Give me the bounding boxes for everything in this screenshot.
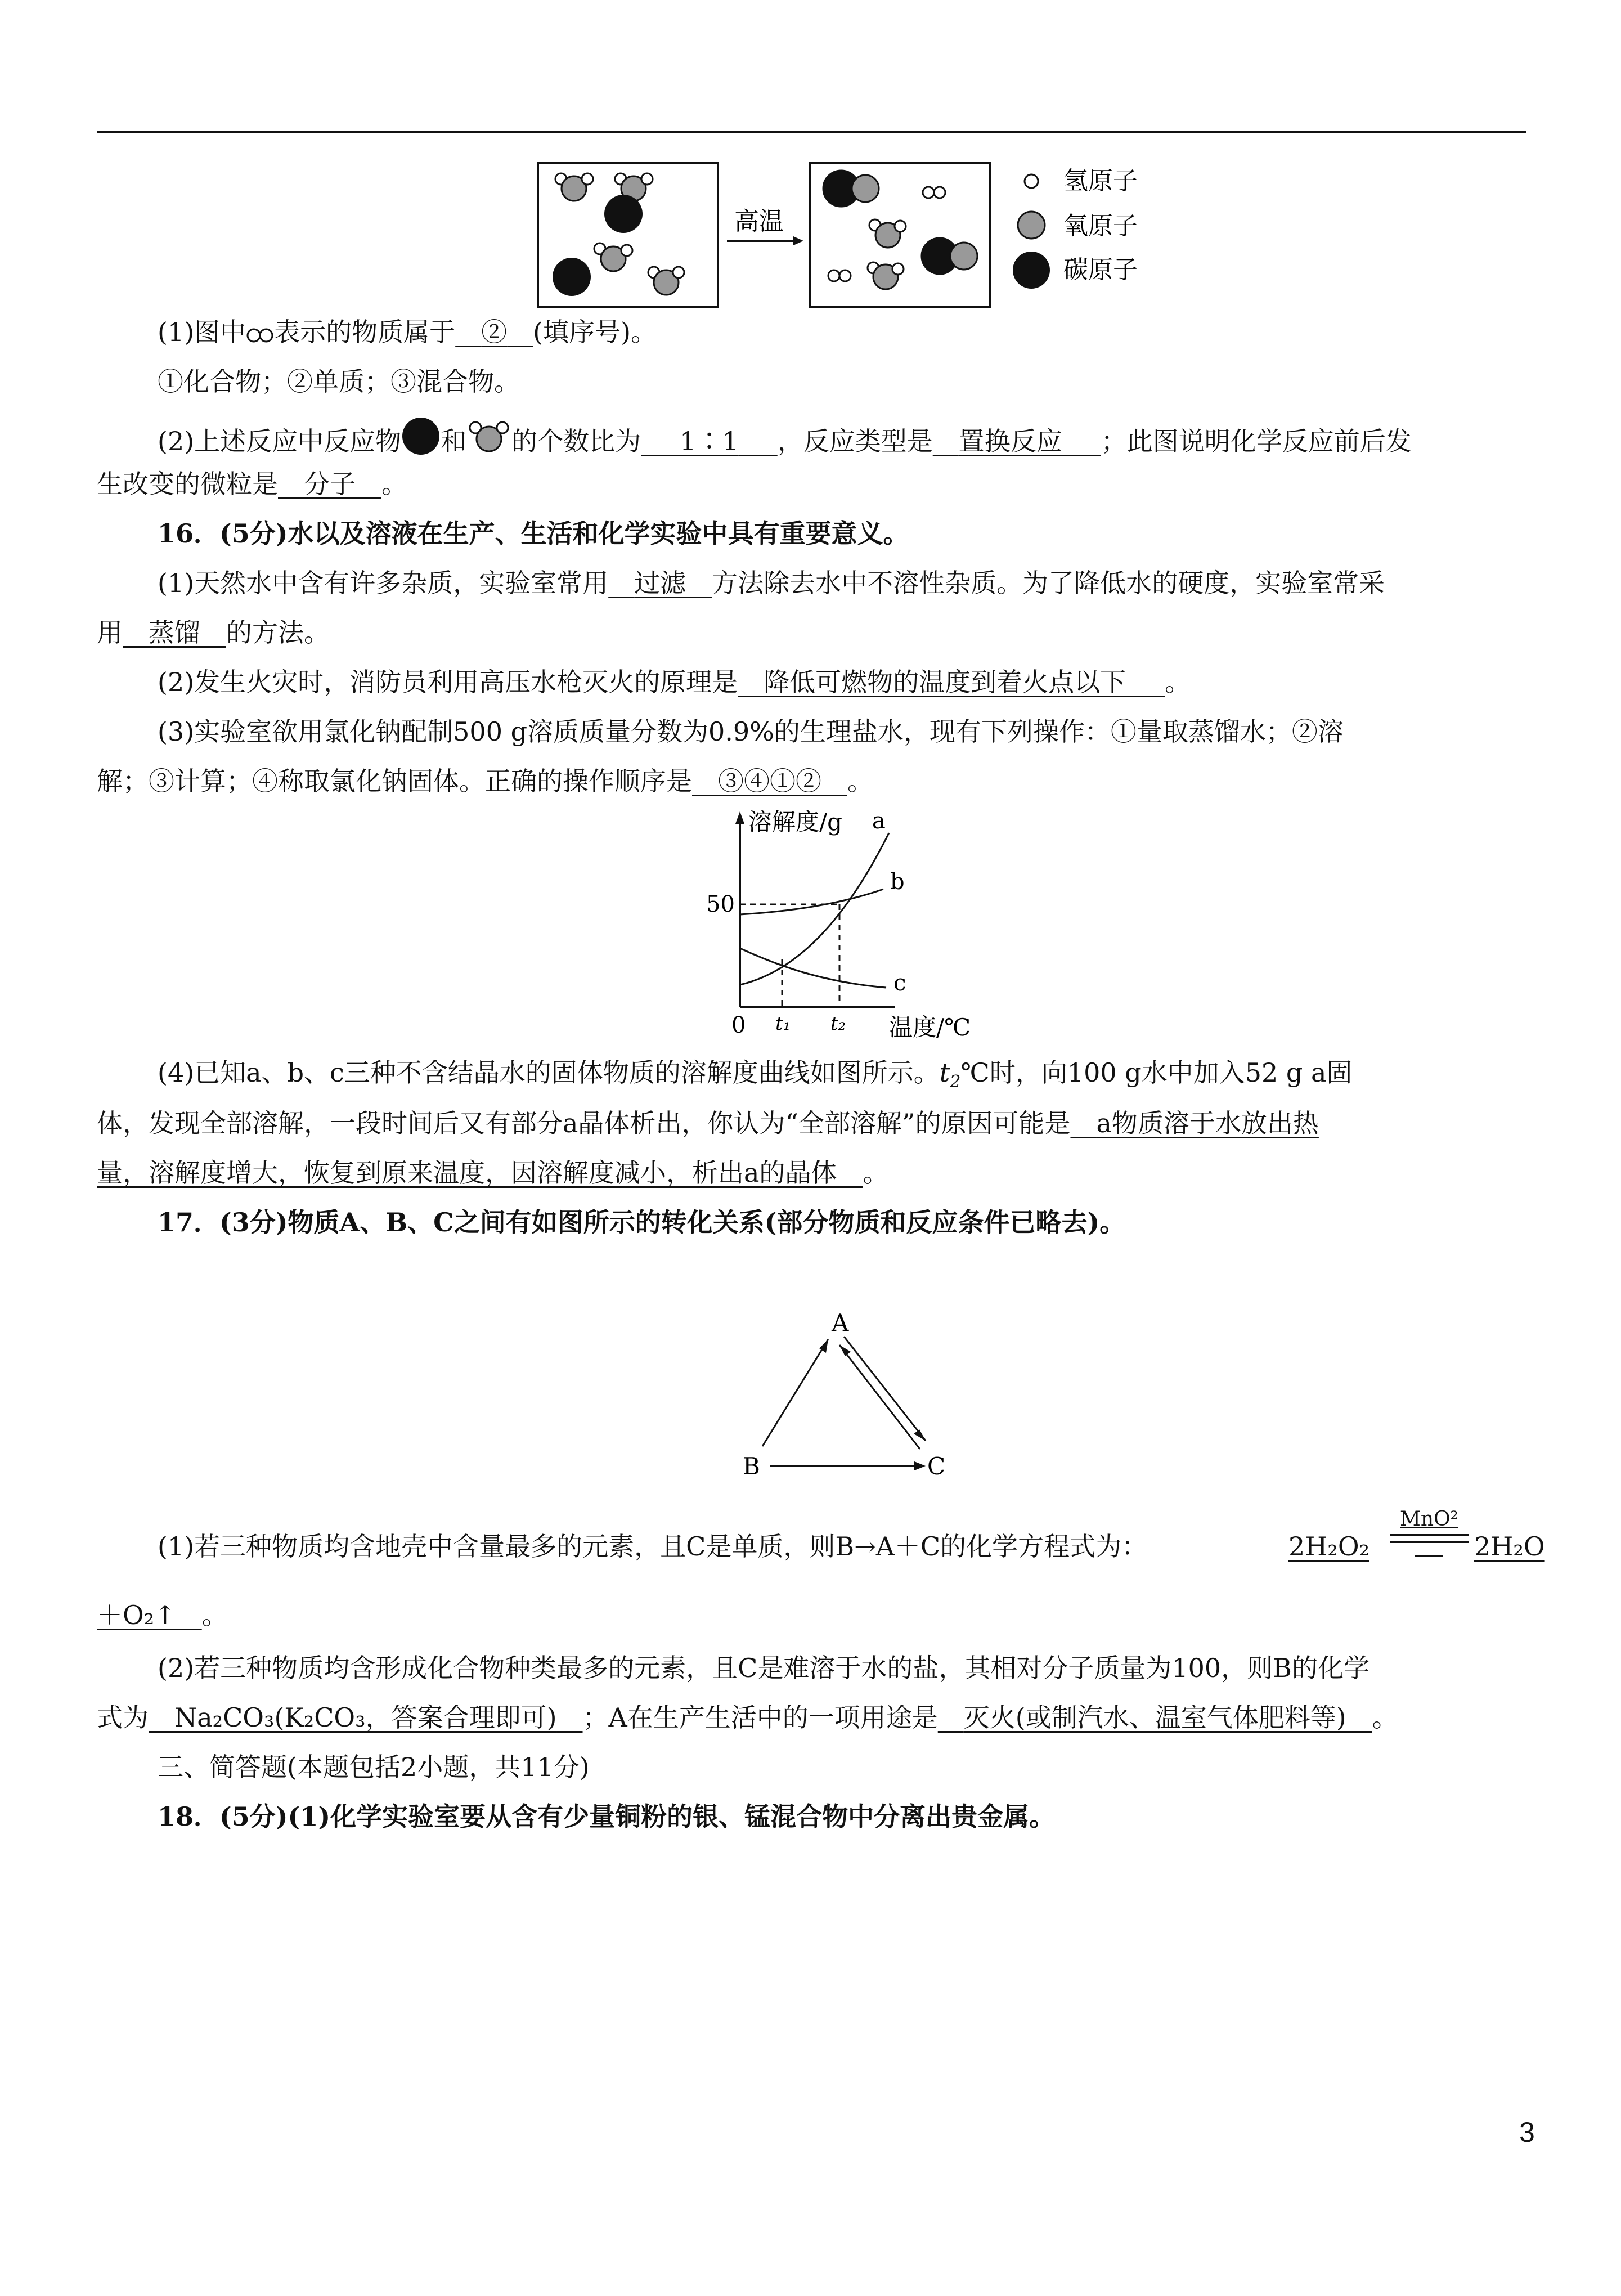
answer-blank: ③④①② bbox=[718, 766, 821, 796]
answer-blank: ② bbox=[481, 317, 508, 347]
top-rule bbox=[97, 131, 1526, 133]
answer-blank: 2H₂O₂ bbox=[1288, 1531, 1369, 1562]
y-tick-50: 50 bbox=[706, 891, 735, 917]
h2-molecule bbox=[828, 270, 851, 281]
answer-blank: 1∶1 bbox=[680, 426, 739, 456]
answer-blank: 灭火(或制汽水、温室气体肥料等) bbox=[963, 1702, 1346, 1733]
q17-part2-line2: 式为 Na₂CO₃(K₂CO₃，答案合理即可) ；A在生产生活中的一项用途是 灭火(或制汽水、温室气体肥料等) 。 bbox=[97, 1702, 1398, 1733]
node-c: C bbox=[927, 1452, 946, 1480]
q16-part3: (3)实验室欲用氯化钠配制500 g溶质质量分数为0.9%的生理盐水，现有下列操作：①量取蒸馏水；②溶 bbox=[158, 716, 1344, 747]
series-label-b: b bbox=[890, 869, 905, 895]
carbon-atom bbox=[604, 195, 643, 233]
oxygen-legend-icon bbox=[1018, 212, 1045, 239]
answer-blank: 分子 bbox=[304, 469, 356, 499]
series-label-a: a bbox=[872, 808, 886, 834]
curve-c bbox=[740, 948, 886, 988]
equation-condition: MnO² bbox=[1390, 1508, 1469, 1557]
curve-b bbox=[740, 889, 883, 914]
x-tick-t1: t₁ bbox=[775, 1012, 791, 1035]
answer-blank: 降低可燃物的温度到着火点以下 bbox=[764, 667, 1126, 697]
q16-part2: (2)发生火灾时，消防员利用高压水枪灭火的原理是 降低可燃物的温度到着火点以下 。 bbox=[158, 667, 1191, 697]
series-label-c: c bbox=[893, 970, 906, 996]
answer-blank: Na₂CO₃(K₂CO₃，答案合理即可) bbox=[174, 1702, 557, 1733]
q16-heading: 16．(5分)水以及溶液在生产、生活和化学实验中具有重要意义。 bbox=[158, 518, 909, 549]
h2-molecule bbox=[923, 187, 945, 198]
legend-oxygen: 氧原子 bbox=[1063, 212, 1138, 240]
origin-label: 0 bbox=[731, 1012, 746, 1038]
arrow-a-to-c bbox=[844, 1337, 926, 1441]
page-number: 3 bbox=[1519, 2116, 1535, 2148]
q15-part1: (1)图中 表示的物质属于 ② (填序号)。 bbox=[158, 317, 657, 347]
curve-a bbox=[740, 833, 889, 985]
q16-part4: (4)已知a、b、c三种不含结晶水的固体物质的溶解度曲线如图所示。$t_2℃$时，向100 g水中加入52 g a固 bbox=[158, 1057, 1353, 1092]
water-molecule bbox=[555, 173, 593, 201]
q16-part1-line2: 用 蒸馏 的方法。 bbox=[97, 617, 330, 648]
q18-heading: 18．(5分)(1)化学实验室要从含有少量铜粉的银、锰混合物中分离出贵金属。 bbox=[158, 1801, 1056, 1832]
answer-blank: 量，溶解度增大，恢复到原来温度，因溶解度减小，析出a的晶体 bbox=[97, 1158, 837, 1188]
carbon-atom bbox=[553, 258, 591, 296]
node-a: A bbox=[832, 1309, 849, 1337]
arrow-c-to-a bbox=[839, 1345, 920, 1449]
q17-heading: 17．(3分)物质A、B、C之间有如图所示的转化关系(部分物质和反应条件已略去)。 bbox=[158, 1207, 1126, 1237]
q16-part3-line2: 解；③计算；④称取氯化钠固体。正确的操作顺序是 ③④①② 。 bbox=[97, 766, 873, 796]
carbon-legend-icon bbox=[1013, 252, 1050, 289]
water-molecule bbox=[648, 267, 684, 295]
section-3-heading: 三、简答题(本题包括2小题，共11分) bbox=[158, 1752, 590, 1782]
reaction-condition: 高温 bbox=[734, 207, 784, 236]
node-b: B bbox=[743, 1452, 760, 1480]
q16-part4-line2: 体，发现全部溶解，一段时间后又有部分a晶体析出，你认为“全部溶解”的原因可能是 a物质溶于水放出热 bbox=[97, 1108, 1319, 1138]
q16-part4-line3: 量，溶解度增大，恢复到原来温度，因溶解度减小，析出a的晶体 。 bbox=[97, 1158, 889, 1188]
arrow-b-to-a bbox=[762, 1339, 828, 1446]
legend-carbon: 碳原子 bbox=[1063, 255, 1138, 284]
x-axis-label: 温度/℃ bbox=[889, 1014, 971, 1041]
co-molecule bbox=[922, 238, 977, 274]
answer-blank: a物质溶于水放出热 bbox=[1096, 1108, 1319, 1138]
answer-blank: 过滤 bbox=[634, 568, 686, 598]
water-molecule bbox=[869, 219, 906, 248]
co-molecule bbox=[823, 171, 879, 207]
conversion-diagram bbox=[731, 1306, 957, 1486]
answer-blank: 蒸馏 bbox=[149, 617, 200, 648]
q17-part2: (2)若三种物质均含形成化合物种类最多的元素，且C是难溶于水的盐，其相对分子质量为100，则B的化学 bbox=[158, 1653, 1369, 1683]
reaction-diagram bbox=[529, 158, 1170, 315]
answer-blank: 置换反应 bbox=[958, 426, 1062, 456]
solubility-chart bbox=[692, 805, 1007, 1047]
hydrogen-legend-icon bbox=[1025, 174, 1038, 188]
x-tick-t2: t₂ bbox=[830, 1012, 846, 1035]
water-molecule-icon bbox=[466, 418, 511, 455]
q15-options: ①化合物；②单质；③混合物。 bbox=[158, 366, 520, 397]
q16-part1: (1)天然水中含有许多杂质，实验室常用 过滤 方法除去水中不溶性杂质。为了降低水的硬度，实验室常采 bbox=[158, 568, 1385, 598]
h2-molecule-icon bbox=[246, 325, 274, 344]
q17-part1-line2: ＋O₂↑ 。 bbox=[97, 1600, 228, 1630]
water-molecule bbox=[868, 262, 904, 289]
q15-part2: (2)上述反应中反应物 和 的个数比为 1∶1 ，反应类型是 置换反应 ；此图说明化学反应前后发 bbox=[158, 416, 1587, 458]
y-axis-label: 溶解度/g bbox=[748, 808, 843, 836]
q15-part2-line2: 生改变的微粒是 分子 。 bbox=[97, 469, 407, 499]
answer-blank: ＋O₂↑ bbox=[97, 1600, 176, 1630]
q17-equation-rhs: 2H₂O bbox=[1474, 1531, 1545, 1562]
q17-part1: (1)若三种物质均含地壳中含量最多的元素，且C是单质，则B→A＋C的化学方程式为： bbox=[158, 1531, 1148, 1562]
legend-hydrogen: 氢原子 bbox=[1063, 167, 1138, 195]
carbon-atom-icon bbox=[401, 416, 441, 456]
water-molecule bbox=[594, 243, 632, 271]
